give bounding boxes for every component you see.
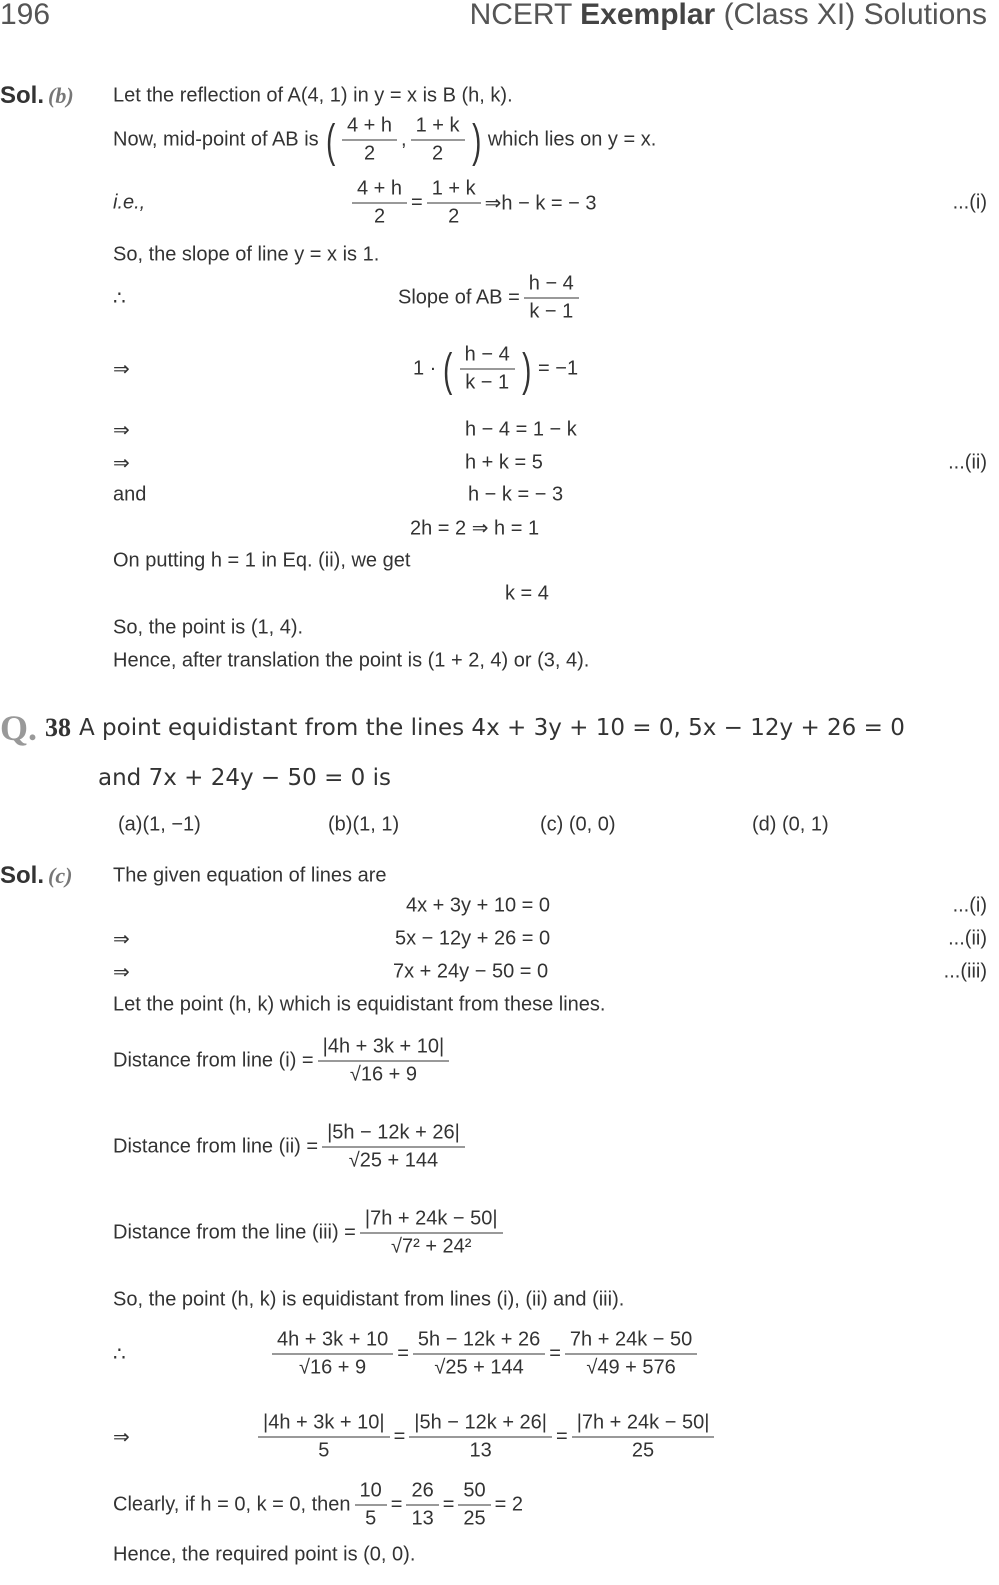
numerator: 4 + h: [352, 176, 407, 204]
header-title-post: (Class XI) Solutions: [715, 0, 987, 31]
text-line: Let the point (h, k) which is equidistant from these lines.: [113, 993, 606, 1016]
denominator: 5: [365, 1507, 377, 1530]
denominator: √25 + 144: [434, 1356, 524, 1379]
implies-symbol: ⇒: [113, 452, 130, 475]
sol-option: (b): [48, 83, 74, 108]
denominator: √16 + 9: [299, 1356, 367, 1379]
fraction: [572, 1410, 715, 1465]
running-header: [470, 0, 987, 32]
denominator: √16 + 9: [349, 1063, 417, 1086]
numerator: 10: [355, 1478, 387, 1506]
denominator: 2: [373, 205, 386, 228]
equation-tag: ...(iii): [943, 960, 987, 983]
fraction: [524, 271, 579, 326]
denominator: √7² + 24²: [391, 1235, 472, 1258]
header-title-pre: NCERT: [469, 0, 581, 31]
option-d: (d) (0, 1): [752, 813, 829, 836]
numerator: 4 + h: [342, 113, 397, 141]
numerator: |4h + 3k + 10|: [318, 1034, 450, 1062]
right-paren: ): [471, 114, 481, 166]
fraction: [318, 1034, 450, 1089]
fraction: [352, 176, 407, 231]
text-line: The given equation of lines are: [113, 864, 387, 887]
numerator: 26: [406, 1478, 438, 1506]
denominator: 13: [411, 1507, 434, 1530]
comma: ,: [401, 128, 407, 151]
numerator: |7h + 24k − 50|: [360, 1206, 503, 1234]
fraction: [272, 1327, 393, 1382]
numerator: |5h − 12k + 26|: [322, 1120, 465, 1148]
text: Now, mid-point of AB is: [113, 128, 319, 151]
option-c: (c) (0, 0): [540, 813, 616, 836]
text: = 2: [494, 1493, 524, 1516]
implies-symbol: ⇒: [113, 419, 130, 442]
fraction: [565, 1327, 697, 1382]
equals: =: [442, 1493, 455, 1516]
equation: 7x + 24y − 50 = 0: [393, 960, 549, 983]
and-text: and: [113, 483, 147, 506]
denominator: 25: [631, 1439, 655, 1462]
question-text: A point equidistant from the lines 4x + 3y + 10 = 0, 5x − 12y + 26 = 0: [79, 715, 905, 741]
text: Slope of AB =: [398, 286, 520, 309]
denominator: 13: [469, 1439, 492, 1462]
numerator: h − 4: [524, 271, 579, 299]
denominator: 2: [448, 205, 460, 228]
fraction: [322, 1120, 465, 1175]
numerator: 1 + k: [411, 113, 465, 141]
implies-symbol: ⇒: [113, 961, 130, 984]
text-line: Hence, the required point is (0, 0).: [113, 1543, 416, 1566]
text: Distance from line (i) =: [113, 1049, 314, 1072]
equation: 5x − 12y + 26 = 0: [395, 927, 551, 950]
right-paren: ): [521, 343, 531, 395]
equals: =: [556, 1425, 568, 1448]
implies-symbol: ⇒: [113, 1426, 130, 1449]
text-line: So, the slope of line y = x is 1.: [113, 243, 380, 266]
numerator: 4h + 3k + 10: [272, 1327, 393, 1355]
denominator: 5: [318, 1439, 330, 1462]
denominator: 2: [431, 142, 444, 165]
numerator: |5h − 12k + 26|: [409, 1410, 552, 1438]
fraction: [360, 1206, 503, 1261]
equation: 2h = 2 ⇒ h = 1: [410, 517, 540, 540]
therefore-symbol: ∴: [113, 287, 126, 310]
text: Distance from the line (iii) =: [113, 1221, 356, 1244]
numerator: 7h + 24k − 50: [565, 1327, 697, 1355]
question-text: and 7x + 24y − 50 = 0 is: [98, 765, 391, 791]
equation-tag: ...(i): [952, 894, 987, 917]
fraction: [258, 1410, 390, 1465]
equation-tag: ...(ii): [948, 927, 987, 950]
question-mark-label: Q.: [0, 708, 38, 748]
text: Distance from line (ii) =: [113, 1135, 319, 1158]
text-line: On putting h = 1 in Eq. (ii), we get: [113, 549, 411, 572]
sol-option: (c): [48, 863, 73, 888]
equation: h − 4 = 1 − k: [465, 418, 577, 441]
text: which lies on y = x.: [487, 128, 657, 151]
text: 1 ·: [413, 357, 437, 380]
numerator: 5h − 12k + 26: [413, 1327, 545, 1355]
sol-label: Sol.: [0, 82, 45, 109]
equals: =: [411, 191, 423, 214]
equation: k = 4: [505, 582, 549, 605]
denominator: 25: [463, 1507, 486, 1530]
equals: =: [549, 1342, 561, 1365]
therefore-symbol: ∴: [113, 1343, 126, 1366]
text-line: Let the reflection of A(4, 1) in y = x is B (h, k).: [113, 84, 513, 107]
numerator: 1 + k: [427, 176, 481, 204]
fraction: [411, 113, 465, 168]
fraction: [342, 113, 397, 168]
sol-label: Sol.: [0, 862, 45, 889]
text-line: So, the point (h, k) is equidistant from lines (i), (ii) and (iii).: [113, 1288, 625, 1311]
denominator: k − 1: [529, 300, 574, 323]
fraction: [413, 1327, 545, 1382]
left-paren: (: [443, 343, 453, 395]
text: i.e.,: [113, 191, 146, 214]
fraction: [409, 1410, 552, 1465]
denominator: 2: [363, 142, 376, 165]
text-line: So, the point is (1, 4).: [113, 616, 304, 639]
equation: 4x + 3y + 10 = 0: [406, 894, 550, 917]
header-title-bold: Exemplar: [580, 0, 716, 31]
equation-tag: ...(i): [952, 191, 987, 214]
text: Clearly, if h = 0, k = 0, then: [113, 1493, 351, 1516]
fraction: [460, 342, 515, 397]
text: ⇒h − k = − 3: [484, 192, 597, 215]
option-b: (b)(1, 1): [328, 813, 400, 836]
numerator: |4h + 3k + 10|: [258, 1410, 390, 1438]
equals: =: [390, 1493, 403, 1516]
equation: h + k = 5: [465, 451, 543, 474]
numerator: 50: [458, 1478, 490, 1506]
question-number: 38: [45, 713, 72, 742]
equals: =: [393, 1425, 406, 1448]
fraction: [355, 1478, 387, 1533]
fraction: [458, 1478, 490, 1533]
equation: h − k = − 3: [468, 483, 564, 506]
denominator: √25 + 144: [348, 1149, 439, 1172]
numerator: h − 4: [460, 342, 515, 370]
denominator: k − 1: [465, 371, 510, 394]
option-a: (a)(1, −1): [118, 813, 201, 836]
fraction: [427, 176, 481, 231]
text: = −1: [538, 357, 579, 380]
denominator: √49 + 576: [586, 1356, 676, 1379]
numerator: |7h + 24k − 50|: [572, 1410, 715, 1438]
implies-symbol: ⇒: [113, 358, 130, 381]
left-paren: (: [325, 114, 335, 166]
fraction: [406, 1478, 438, 1533]
equals: =: [397, 1342, 409, 1365]
page-number: 196: [0, 0, 51, 31]
equation-tag: ...(ii): [948, 451, 987, 474]
implies-symbol: ⇒: [113, 928, 130, 951]
text-line: Hence, after translation the point is (1 + 2, 4) or (3, 4).: [113, 649, 590, 672]
